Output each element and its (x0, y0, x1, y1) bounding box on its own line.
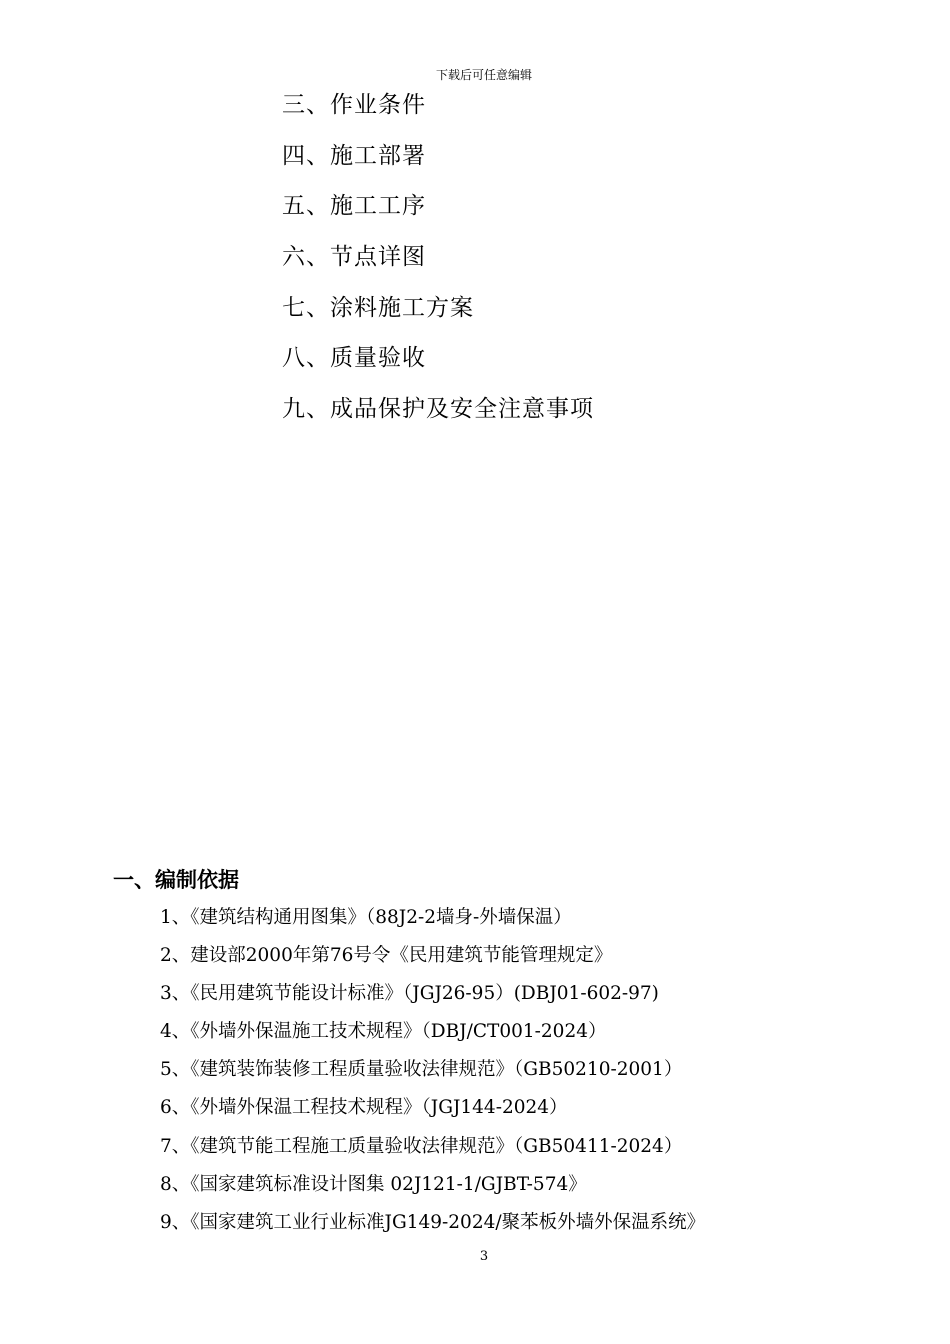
section-heading: 一、编制依据 (113, 868, 239, 892)
page-number: 3 (479, 1249, 489, 1264)
reference-item: 8、《国家建筑标准设计图集 02J121-1/GJBT-574》 (160, 1173, 587, 1195)
toc-item: 八、质量验收 (282, 345, 426, 372)
reference-item: 9、《国家建筑工业行业标准JG149-2024/聚苯板外墙外保温系统》 (160, 1211, 706, 1233)
reference-item: 7、《建筑节能工程施工质量验收法律规范》（GB50411-2024） (160, 1135, 683, 1157)
toc-item: 四、施工部署 (282, 142, 426, 169)
reference-item: 4、《外墙外保温施工技术规程》（DBJ/CT001-2024） (160, 1021, 607, 1043)
reference-item: 5、《建筑装饰装修工程质量验收法律规范》（GB50210-2001） (160, 1059, 683, 1081)
table-of-contents (282, 88, 594, 443)
reference-item: 6、《外墙外保温工程技术规程》（JGJ144-2024） (160, 1097, 568, 1119)
toc-item: 五、施工工序 (282, 193, 426, 220)
page-header-note: 下载后可任意编辑 (435, 68, 532, 82)
reference-item: 3、《民用建筑节能设计标准》（JGJ26-95）(DBJ01-602-97) (160, 983, 659, 1005)
toc-item: 三、作业条件 (282, 92, 426, 118)
toc-item: 六、节点详图 (282, 244, 426, 271)
reference-item: 2、建设部2000年第76号令《民用建筑节能管理规定》 (160, 945, 613, 967)
reference-list (160, 902, 705, 1245)
toc-item: 七、涂料施工方案 (282, 294, 474, 321)
toc-item: 九、成品保护及安全注意事项 (282, 396, 594, 423)
reference-item: 1、《建筑结构通用图集》（88J2-2墙身-外墙保温） (160, 907, 572, 928)
